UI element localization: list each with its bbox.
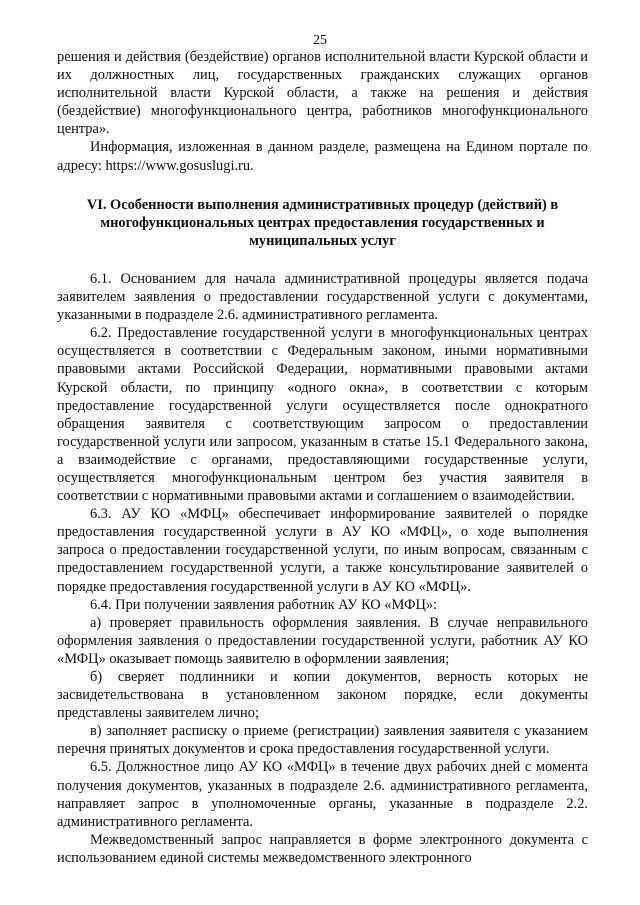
paragraph-6-5: 6.5. Должностное лицо АУ КО «МФЦ» в течение двух рабочих дней с момента получения документов, указанных в подразделе 2.6. административного регламента, направляет запрос в уполномоченные органы, указанные в подразделе 2.2. административного регламента. [57,759,588,830]
paragraph-6-4: 6.4. При получении заявления работник АУ КО «МФЦ»: [90,596,438,613]
paragraph-interagency-request: Межведомственный запрос направляется в форме электронного документа с использованием единой системы межведомственного электронного [57,831,588,866]
paragraph-6-3: 6.3. АУ КО «МФЦ» обеспечивает информирование заявителей о порядке предоставления государственной услуги в АУ КО «МФЦ», о ходе выполнения запроса о предоставлении государственной услуги, по иным вопросам, связанным с предоставлением государственной услуги, а также консультирование заявителей о порядке предоставления государственной услуги в АУ КО «МФЦ». [57,506,588,595]
intro-info-paragraph: Информация, изложенная в данном разделе, размещена на Едином портале по адресу: https://www.gosuslugi.ru. [57,139,588,174]
document-body [57,48,588,867]
intro-continuation: решения и действия (бездействие) органов исполнительной власти Курской области и их должностных лиц, государственных гражданских служащих органов исполнительной власти Курской области, а также на решения и действия (бездействие) многофункционального центра, работников многофункционального центра». [57,49,588,138]
paragraph-6-4-a: а) проверяет правильность оформления заявления. В случае неправильного оформления заявления о предоставлении государственной услуги, работник АУ КО «МФЦ» оказывает помощь заявителю в оформлении заявления; [57,614,588,667]
paragraph-6-2: 6.2. Предоставление государственной услуги в многофункциональных центрах осуществляется в соответствии с Федеральным законом, иными нормативными правовыми актами Российской Федерации, нормативными правовыми актами Курской области, по принципу «одного окна», в соответствии с которым предоставление государственной услуги осуществляется после однократного обращения заявителя с соответствующим запросом о предоставлении государственной услуги или запросом, указанным в статье 15.1 Федерального закона, а взаимодействие с органами, предоставляющими государственные услуги, осуществляется многофункциональным центром без участия заявителя в соответствии с нормативными правовыми актами и соглашением о взаимодействии. [57,325,588,505]
paragraph-6-4-c: в) заполняет расписку о приеме (регистрации) заявления заявителя с указанием перечня принятых документов и срока предоставления государственной услуги. [57,723,588,758]
paragraph-6-4-b: б) сверяет подлинники и копии документов, верность которых не засвидетельствована в установленном законом порядке, если документы представлены заявителем лично; [57,669,588,722]
page-number: 25 [313,33,327,48]
paragraph-6-1: 6.1. Основанием для начала административной процедуры является подача заявителем заявления о предоставлении государственной услуги с документами, указанными в подразделе 2.6. административного регламента. [57,270,588,324]
section-title: VI. Особенности выполнения административных процедур (действий) в многофункциональных центрах предоставления государственных и муниципальных услуг [86,196,559,249]
